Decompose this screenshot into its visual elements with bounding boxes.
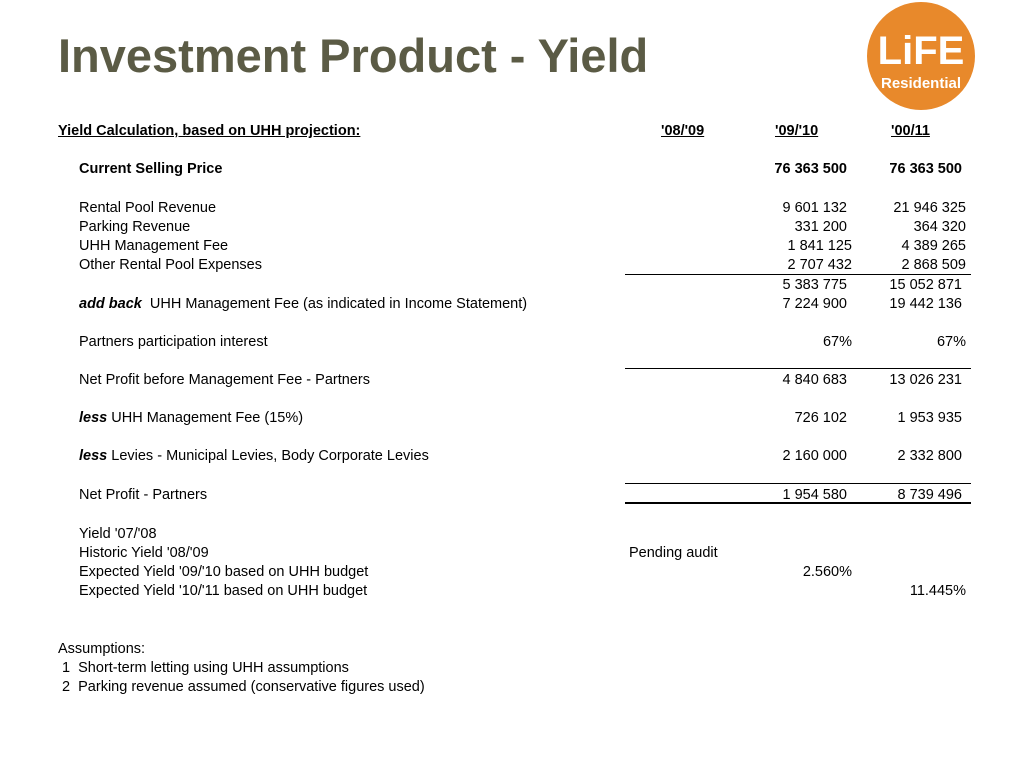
yield-calc-heading: Yield Calculation, based on UHH projection: [58, 123, 361, 139]
net-profit-before-0011: 13 026 231 [889, 372, 962, 388]
assumption-text: Parking revenue assumed (conservative figures used) [78, 679, 425, 695]
col-header-0910: '09/'10 [775, 123, 819, 139]
assumption-item-1 [62, 659, 349, 677]
row-label-expected-0910: Expected Yield '09/'10 based on UHH budget [79, 564, 369, 580]
add-back-0011: 19 442 136 [889, 296, 962, 312]
other-expenses-0011: 2 868 509 [901, 257, 966, 273]
less-uhh-label: UHH Management Fee (15%) [111, 410, 304, 426]
subtotal-0910: 5 383 775 [782, 277, 847, 293]
add-back-0910: 7 224 900 [782, 296, 847, 312]
less-levies-0910: 2 160 000 [782, 448, 847, 464]
net-profit-before-0910: 4 840 683 [782, 372, 847, 388]
less-uhh-prefix: less [79, 410, 108, 426]
row-label-historic-yield: Historic Yield '08/'09 [79, 545, 209, 561]
row-label-net-profit-before: Net Profit before Management Fee - Partners [79, 372, 370, 388]
life-residential-logo [865, 2, 977, 110]
parking-revenue-0910: 331 200 [794, 219, 847, 235]
assumption-text: Short-term letting using UHH assumptions [78, 660, 349, 676]
participation-0011: 67% [936, 334, 966, 350]
row-label-participation: Partners participation interest [79, 334, 268, 350]
parking-revenue-0011: 364 320 [913, 219, 966, 235]
less-uhh-0011: 1 953 935 [897, 410, 962, 426]
selling-price-0910: 76 363 500 [774, 161, 847, 177]
uhh-management-fee-0011: 4 389 265 [901, 238, 966, 254]
add-back-label: UHH Management Fee (as indicated in Income Statement) [149, 296, 528, 312]
row-label-yield-0708: Yield '07/'08 [79, 526, 157, 542]
row-label-rental-pool-revenue: Rental Pool Revenue [79, 200, 217, 216]
expected-yield-0910: 2.560% [802, 564, 852, 580]
net-profit-0910: 1 954 580 [782, 487, 847, 503]
row-add-back [79, 295, 527, 313]
row-label-parking-revenue: Parking Revenue [79, 219, 191, 235]
assumption-item-2 [62, 678, 425, 696]
logo-text-bottom: Residential [880, 75, 962, 92]
row-label-uhh-management-fee: UHH Management Fee [79, 238, 229, 254]
logo-text-top: LiFE [877, 29, 965, 73]
expected-yield-1011: 11.445% [909, 583, 966, 599]
add-back-prefix: add back [79, 296, 142, 312]
col-header-0011: '00/11 [891, 123, 930, 139]
assumptions-title: Assumptions: [58, 641, 146, 657]
subtotal-rule [625, 274, 971, 275]
page-title: Investment Product - Yield [58, 29, 649, 82]
other-expenses-0910: 2 707 432 [787, 257, 852, 273]
row-label-expected-1011: Expected Yield '10/'11 based on UHH budget [79, 583, 368, 599]
net-profit-bottom-rule [625, 502, 971, 504]
col-header-0809: '08/'09 [661, 123, 705, 139]
rental-pool-revenue-0011: 21 946 325 [893, 200, 966, 216]
row-label-net-profit: Net Profit - Partners [79, 487, 208, 503]
row-less-uhh [79, 409, 303, 427]
row-less-levies [79, 447, 429, 465]
participation-0910: 67% [822, 334, 852, 350]
less-uhh-0910: 726 102 [794, 410, 847, 426]
row-label-other-expenses: Other Rental Pool Expenses [79, 257, 262, 273]
assumption-num: 2 [62, 679, 71, 695]
less-levies-prefix: less [79, 448, 108, 464]
net-profit-0011: 8 739 496 [897, 487, 962, 503]
uhh-management-fee-0910: 1 841 125 [787, 238, 852, 254]
selling-price-0011: 76 363 500 [889, 161, 962, 177]
rental-pool-revenue-0910: 9 601 132 [782, 200, 847, 216]
assumption-num: 1 [62, 660, 71, 676]
less-levies-label: Levies - Municipal Levies, Body Corporate Levies [111, 448, 429, 464]
row-label-selling-price: Current Selling Price [79, 161, 223, 177]
historic-yield-0809: Pending audit [629, 545, 718, 561]
net-profit-top-rule [625, 483, 971, 484]
less-levies-0011: 2 332 800 [897, 448, 962, 464]
net-profit-before-rule [625, 368, 971, 369]
subtotal-0011: 15 052 871 [889, 277, 962, 293]
